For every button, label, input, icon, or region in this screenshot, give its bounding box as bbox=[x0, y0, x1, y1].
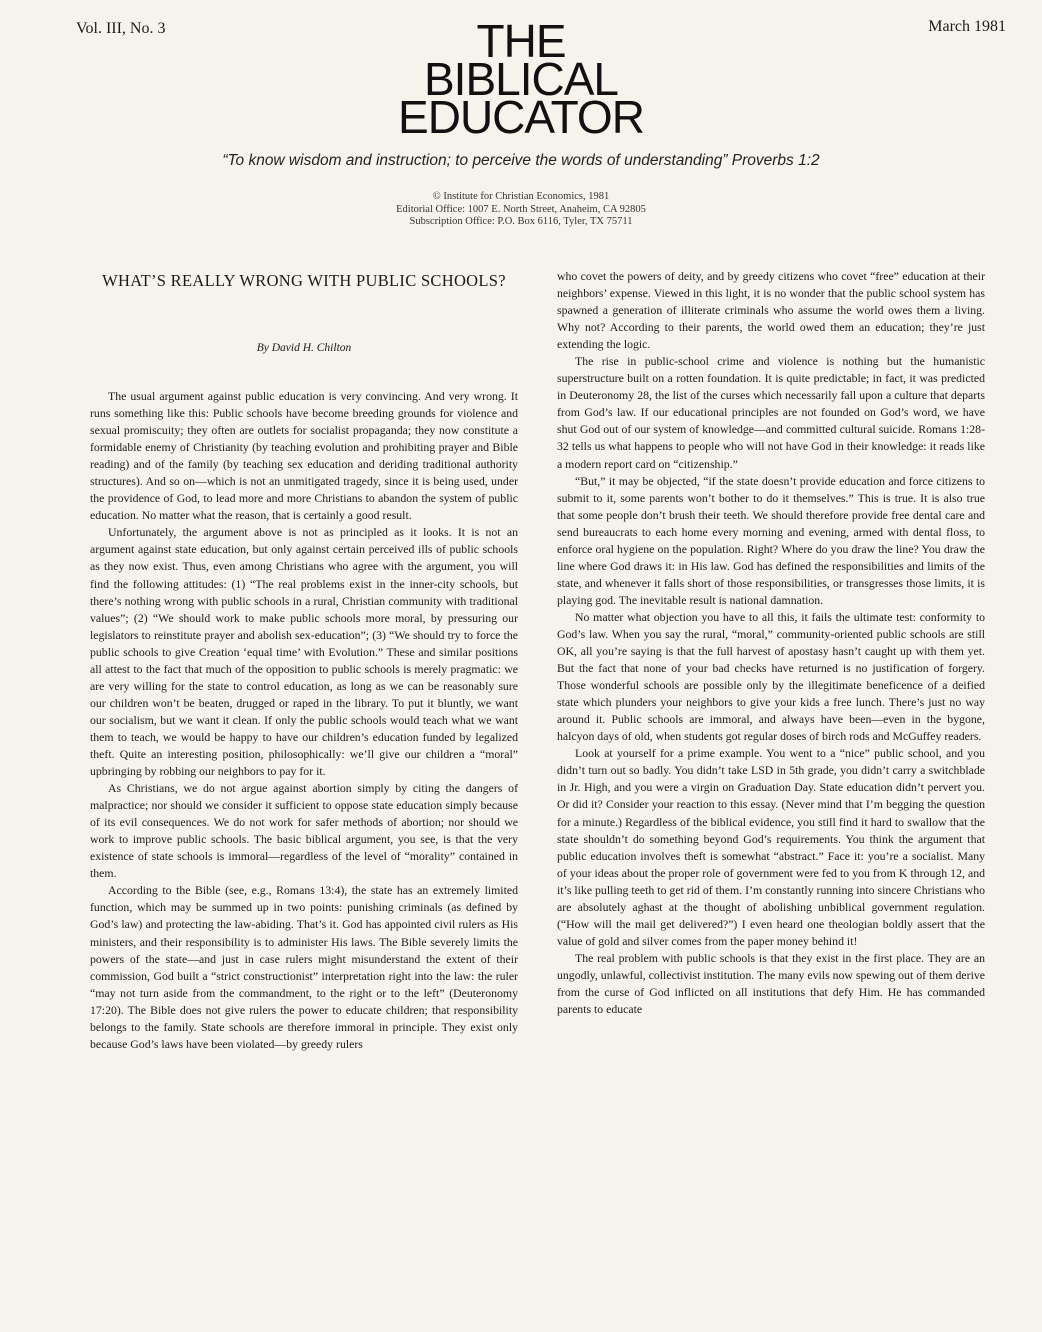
copyright-line: © Institute for Christian Economics, 1981 bbox=[432, 191, 610, 202]
paragraph: who covet the powers of deity, and by greedy citizens who covet “free” education at their neighbors’ expense. Viewed in this light, it is no wonder that the public school system has spawned a generation of illiterate criminals who assume the world owes them a living. Why not? According to their parents, the world owed them an education; they’re just extending the logic. bbox=[557, 269, 985, 352]
paragraph: Unfortunately, the argument above is not as principled as it looks. It is not an argument against state education, but only against certain perceived ills of public schools as they now exist. Thus, even among Christians who agree with the argument, you will find the following attitudes: (1) “The real problems exist in the inner-city schools, but there’s nothing wrong with public schools in a rural, Christian community with traditional values”; (2) “We should work to make public schools more moral, by pressuring our legislators to reinstitute prayer and abolish sex-education”; (3) “We should try to force the public schools to give Creation ‘equal time’ with Evolution.” These and similar positions all attest to the fact that much of the opposition to public schools is merely pragmatic: we are very willing for the state to control education, as long as we can be reasonably sure our children won’t be beaten, drugged or raped in the library. To put it bluntly, we want our socialism, but we want it clean. If only the public schools would teach what we want them to teach, we would be happy to have our children’s education funded by legalized theft. Quite an interesting position, philosophically: we’ll give our children a “moral” upbringing by robbing our neighbors to pay for it. bbox=[90, 525, 518, 779]
editorial-office-line: Editorial Office: 1007 E. North Street, Anaheim, CA 92805 bbox=[396, 203, 646, 215]
issue-date: March 1981 bbox=[928, 18, 1006, 35]
paragraph: Look at yourself for a prime example. You went to a “nice” public school, and you didn’t turn out so badly. You didn’t take LSD in 5th grade, you didn’t carry a switchblade in Jr. High, and you were a virgin on Graduation Day. State education didn’t pervert you. Or did it? Consider your reaction to this essay. (Never mind that I’m begging the question for a minute.) Regardless of the biblical evidence, you still find it hard to swallow that the state shouldn’t do something beyond God’s requirements. You think the argument that public education involves theft is somewhat “abstract.” Face it: you’re a socialist. Many of your ideas about the proper role of government were fed to you from K through 12, and it’s like pulling teeth to get rid of them. I’m constantly running into sincere Christians who are absolutely aghast at the thought of abolishing unbiblical government regulation. (“How will the mail get delivered?”) I even heard one theologian boldly assert that the value of gold and silver comes from the paper money behind it! bbox=[557, 746, 985, 948]
right-column bbox=[557, 268, 985, 1018]
volume-number: Vol. III, No. 3 bbox=[76, 20, 166, 37]
masthead bbox=[0, 15, 1042, 143]
article-byline: By David H. Chilton bbox=[256, 342, 352, 354]
subscription-office-line: Subscription Office: P.O. Box 6116, Tyler, TX 75711 bbox=[409, 216, 633, 227]
paragraph: No matter what objection you have to all this, it fails the ultimate test: conformity to God’s law. When you say the rural, “moral,” community-oriented public schools are still OK, all you’re saying is that the full harvest of apostasy hasn’t caught up with them yet. But the fact that none of your bad checks have returned is no justification of forgery. Those wonderful schools are possible only by the illegitimate beneficence of a deified state which plunders your neighbors to give your kids a free lunch. There’s just no way around it. Public schools are immoral, and always have been—even in the bygone, halcyon days of old, when students got regular doses of birch rods and McGuffey readers. bbox=[557, 609, 985, 744]
paragraph: The real problem with public schools is that they exist in the first place. They are an ungodly, unlawful, collectivist institution. The many evils now spewing out of them derive from the curse of God inflicted on all institutions that defy Him. He has commanded parents to educate bbox=[557, 950, 985, 1017]
paragraph: As Christians, we do not argue against abortion simply by citing the dangers of malpractice; nor should we consider it sufficient to oppose state education simply because of its evil consequences. We do not work for safer methods of abortion; nor should we work to improve public schools. The basic biblical argument, you see, is that the very existence of state schools is immoral—regardless of the level of “morality” contained in them. bbox=[90, 781, 518, 881]
paragraph: The usual argument against public education is very convincing. And very wrong. It runs something like this: Public schools have become breeding grounds for violence and sexual promiscuity; they often are outlets for socialist propaganda; they now constitute a formidable enemy of Christianity (by teaching evolution and prohibiting prayer and Bible reading) and of the family (by teaching sex education and deriding traditional authority structures). And so on—which is not an unmitigated tragedy, since it is being used, under the providence of God, to lead more and more Christians to abandon the system of public education. No matter what the reason, that is certainly a good result. bbox=[90, 389, 518, 523]
masthead-line: THE bbox=[476, 15, 566, 67]
left-column bbox=[90, 388, 518, 1053]
paragraph: The rise in public-school crime and violence is nothing but the humanistic superstructure built on a rotten foundation. It is quite predictable; in fact, it was predicted in Deuteronomy 28, the list of the curses which necessarily fall upon a culture that departs from God’s law. If our educational principles are not founded on God’s word, we have shut God out of our system of knowledge—and committed cultural suicide. Romans 1:28-32 tells us what happens to people who will not have God in their knowledge: it reads like a modern report card on “citizenship.” bbox=[557, 354, 985, 471]
masthead-line: EDUCATOR bbox=[398, 91, 644, 143]
paragraph: “But,” it may be objected, “if the state doesn’t provide education and force citizens to submit to it, some parents won’t bother to do it themselves.” This is true. It is also true that some people don’t brush their teeth. We should therefore provide free dental care and send bureaucrats to each home every morning and evening, armed with dental floss, to enforce oral hygiene on the population. Right? Where do you draw the line? You draw the line where God draws it: in His law. God has defined the responsibilities and limits of the state, and whenever it falls short of those responsibilities, or transgresses those limits, it is playing god. The inevitable result is national damnation. bbox=[557, 473, 985, 607]
paragraph: According to the Bible (see, e.g., Romans 13:4), the state has an extremely limited function, which may be summed up in two points: punishing criminals (as defined by God’s law) and protecting the law-abiding. That’s it. God has appointed civil rulers as His ministers, and their responsibility is to administer His laws. The Bible severely limits the powers of the state—and just in case rulers might misunderstand the extent of their commission, God built a “strict constructionist” interpretation right into the law: the ruler “may not turn aside from the commandment, to the right or to the left” (Deuteronomy 17:20). The Bible does not give rulers the power to educate children; that responsibility belongs to the family. State schools are therefore immoral in principle. They exist only because God’s laws have been violated—by greedy rulers bbox=[90, 883, 518, 1051]
publisher-info bbox=[0, 191, 1042, 229]
motto: “To know wisdom and instruction; to perceive the words of understanding” Proverbs 1:2 bbox=[222, 152, 820, 169]
masthead-line: BIBLICAL bbox=[424, 53, 618, 105]
article-title: WHAT’S REALLY WRONG WITH PUBLIC SCHOOLS? bbox=[102, 271, 506, 290]
